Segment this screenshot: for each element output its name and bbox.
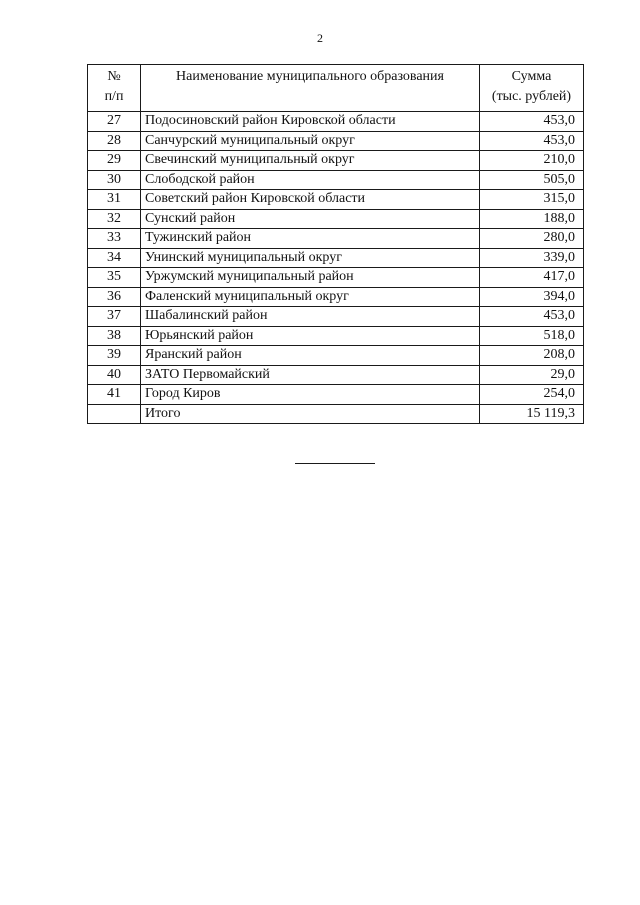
header-name: Наименование муниципального образования bbox=[141, 65, 480, 112]
row-sum: 280,0 bbox=[480, 229, 584, 249]
total-sum: 15 119,3 bbox=[480, 404, 584, 424]
row-sum: 453,0 bbox=[480, 307, 584, 327]
table-row bbox=[88, 112, 584, 132]
row-sum: 453,0 bbox=[480, 131, 584, 151]
header-sum-line1: Сумма bbox=[511, 69, 552, 84]
row-number: 38 bbox=[88, 326, 141, 346]
row-name: Фаленский муниципальный округ bbox=[141, 287, 480, 307]
table-header-row bbox=[88, 65, 584, 112]
row-sum: 208,0 bbox=[480, 346, 584, 366]
row-sum: 394,0 bbox=[480, 287, 584, 307]
table-row bbox=[88, 385, 584, 405]
header-number bbox=[88, 65, 141, 112]
row-sum: 453,0 bbox=[480, 112, 584, 132]
row-name: Тужинский район bbox=[141, 229, 480, 249]
row-name: Яранский район bbox=[141, 346, 480, 366]
row-number: 33 bbox=[88, 229, 141, 249]
table-row bbox=[88, 151, 584, 171]
end-divider bbox=[295, 463, 375, 464]
row-name: Советский район Кировской области bbox=[141, 190, 480, 210]
page-number: 2 bbox=[317, 31, 323, 45]
table-row bbox=[88, 287, 584, 307]
header-sum bbox=[480, 65, 584, 112]
table-row bbox=[88, 248, 584, 268]
row-sum: 417,0 bbox=[480, 268, 584, 288]
row-name: Сунский район bbox=[141, 209, 480, 229]
row-number: 35 bbox=[88, 268, 141, 288]
row-name: Санчурский муниципальный округ bbox=[141, 131, 480, 151]
row-sum: 315,0 bbox=[480, 190, 584, 210]
row-sum: 505,0 bbox=[480, 170, 584, 190]
total-number bbox=[88, 404, 141, 424]
row-sum: 210,0 bbox=[480, 151, 584, 171]
row-number: 37 bbox=[88, 307, 141, 327]
row-name: Подосиновский район Кировской области bbox=[141, 112, 480, 132]
allocation-table bbox=[87, 64, 584, 424]
total-row bbox=[88, 404, 584, 424]
row-number: 27 bbox=[88, 112, 141, 132]
table-row bbox=[88, 229, 584, 249]
table-row bbox=[88, 365, 584, 385]
row-sum: 188,0 bbox=[480, 209, 584, 229]
row-sum: 518,0 bbox=[480, 326, 584, 346]
row-number: 40 bbox=[88, 365, 141, 385]
row-sum: 29,0 bbox=[480, 365, 584, 385]
table-row bbox=[88, 268, 584, 288]
table-row bbox=[88, 326, 584, 346]
row-number: 29 bbox=[88, 151, 141, 171]
header-sum-line2: (тыс. рублей) bbox=[491, 89, 572, 104]
row-sum: 254,0 bbox=[480, 385, 584, 405]
row-name: Свечинский муниципальный округ bbox=[141, 151, 480, 171]
header-number-line1: № bbox=[107, 69, 121, 84]
table-row bbox=[88, 131, 584, 151]
row-name: Шабалинский район bbox=[141, 307, 480, 327]
row-name: Слободской район bbox=[141, 170, 480, 190]
row-number: 31 bbox=[88, 190, 141, 210]
header-number-line2: п/п bbox=[104, 89, 124, 104]
row-number: 36 bbox=[88, 287, 141, 307]
row-name: ЗАТО Первомайский bbox=[141, 365, 480, 385]
row-name: Город Киров bbox=[141, 385, 480, 405]
row-number: 39 bbox=[88, 346, 141, 366]
row-number: 34 bbox=[88, 248, 141, 268]
row-number: 32 bbox=[88, 209, 141, 229]
table-row bbox=[88, 209, 584, 229]
table-body bbox=[88, 112, 584, 405]
row-name: Уржумский муниципальный район bbox=[141, 268, 480, 288]
row-number: 41 bbox=[88, 385, 141, 405]
table-row bbox=[88, 346, 584, 366]
table-row bbox=[88, 190, 584, 210]
table-row bbox=[88, 170, 584, 190]
row-number: 30 bbox=[88, 170, 141, 190]
row-name: Юрьянский район bbox=[141, 326, 480, 346]
row-sum: 339,0 bbox=[480, 248, 584, 268]
row-name: Унинский муниципальный округ bbox=[141, 248, 480, 268]
row-number: 28 bbox=[88, 131, 141, 151]
total-label: Итого bbox=[141, 404, 480, 424]
table-row bbox=[88, 307, 584, 327]
